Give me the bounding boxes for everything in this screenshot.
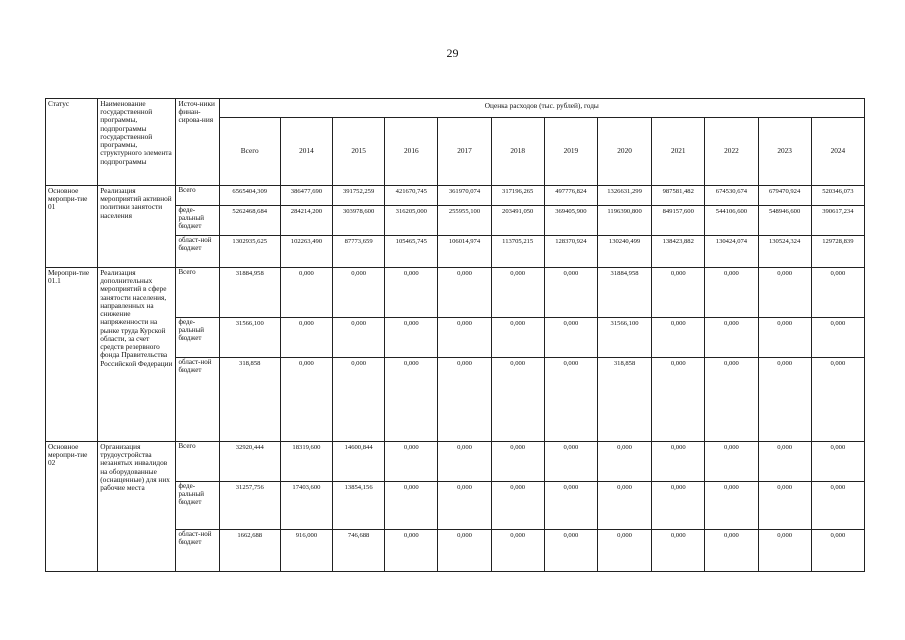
year-value-cell: 849157,600 xyxy=(652,206,705,236)
source-header: Источ-ники финан-сирова-ния xyxy=(176,99,219,186)
year-value-cell: 0,000 xyxy=(705,318,758,358)
year-value-cell: 316205,000 xyxy=(385,206,438,236)
total-value-cell: 31566,100 xyxy=(219,318,280,358)
year-value-cell: 0,000 xyxy=(811,358,864,442)
year-value-cell: 0,000 xyxy=(544,530,597,572)
name-header: Наименование государственной программы, подпрограммы государственной программы, структурного элемента подпрограммы xyxy=(98,99,176,186)
year-value-cell: 0,000 xyxy=(438,268,491,318)
year-value-cell: 255955,100 xyxy=(438,206,491,236)
year-value-cell: 0,000 xyxy=(811,530,864,572)
year-value-cell: 0,000 xyxy=(385,442,438,482)
year-value-cell: 0,000 xyxy=(811,482,864,530)
year-value-cell: 106014,974 xyxy=(438,236,491,268)
status-cell: Основное меропри-тие 01 xyxy=(46,186,98,268)
year-value-cell: 1196390,800 xyxy=(597,206,651,236)
total-header: Всего xyxy=(219,118,280,186)
year-value-cell: 0,000 xyxy=(385,268,438,318)
year-header: 2014 xyxy=(280,118,332,186)
year-value-cell: 0,000 xyxy=(491,358,544,442)
funding-source-cell: феде-ральный бюджет xyxy=(176,318,219,358)
year-value-cell: 0,000 xyxy=(438,530,491,572)
year-value-cell: 0,000 xyxy=(705,482,758,530)
year-value-cell: 0,000 xyxy=(544,318,597,358)
year-value-cell: 0,000 xyxy=(758,358,811,442)
year-header: 2024 xyxy=(811,118,864,186)
year-header: 2018 xyxy=(491,118,544,186)
year-value-cell: 1326631,299 xyxy=(597,186,651,206)
year-value-cell: 0,000 xyxy=(438,442,491,482)
total-value-cell: 32920,444 xyxy=(219,442,280,482)
year-value-cell: 0,000 xyxy=(438,358,491,442)
year-value-cell: 674530,674 xyxy=(705,186,758,206)
program-name-cell: Реализация дополнительных мероприятий в сфере занятости населения, направленных на снижение напряженности на рынке труда Курской области, за счет средств резервного фонда Правительства Российской Федерации xyxy=(98,268,176,442)
year-value-cell: 0,000 xyxy=(811,442,864,482)
year-value-cell: 386477,690 xyxy=(280,186,332,206)
year-value-cell: 31884,958 xyxy=(597,268,651,318)
year-value-cell: 0,000 xyxy=(652,530,705,572)
year-value-cell: 130424,074 xyxy=(705,236,758,268)
year-value-cell: 0,000 xyxy=(491,482,544,530)
year-value-cell: 0,000 xyxy=(333,268,385,318)
year-value-cell: 0,000 xyxy=(491,530,544,572)
year-value-cell: 0,000 xyxy=(385,530,438,572)
table-row xyxy=(46,186,865,206)
year-value-cell: 0,000 xyxy=(811,318,864,358)
year-value-cell: 987581,482 xyxy=(652,186,705,206)
funding-source-cell: Всего xyxy=(176,186,219,206)
year-value-cell: 0,000 xyxy=(438,482,491,530)
year-value-cell: 391752,259 xyxy=(333,186,385,206)
year-value-cell: 0,000 xyxy=(385,318,438,358)
year-header: 2016 xyxy=(385,118,438,186)
year-value-cell: 497776,824 xyxy=(544,186,597,206)
year-value-cell: 0,000 xyxy=(652,268,705,318)
header-row xyxy=(46,99,865,118)
year-value-cell: 303978,600 xyxy=(333,206,385,236)
total-value-cell: 31884,958 xyxy=(219,268,280,318)
year-value-cell: 0,000 xyxy=(280,268,332,318)
total-value-cell: 1302935,625 xyxy=(219,236,280,268)
year-value-cell: 0,000 xyxy=(705,358,758,442)
year-value-cell: 390617,234 xyxy=(811,206,864,236)
status-cell: Меропри-тие 01.1 xyxy=(46,268,98,442)
year-value-cell: 0,000 xyxy=(652,442,705,482)
year-value-cell: 0,000 xyxy=(597,482,651,530)
year-value-cell: 0,000 xyxy=(652,482,705,530)
year-value-cell: 544106,600 xyxy=(705,206,758,236)
year-value-cell: 369405,900 xyxy=(544,206,597,236)
year-value-cell: 105465,745 xyxy=(385,236,438,268)
funding-source-cell: област-ной бюджет xyxy=(176,358,219,442)
page-number: 29 xyxy=(446,46,459,60)
program-name-cell: Организация трудоустройства незанятых инвалидов на оборудованные (оснащенные) для них рабочие места xyxy=(98,442,176,572)
year-value-cell: 0,000 xyxy=(597,530,651,572)
year-value-cell: 0,000 xyxy=(652,358,705,442)
year-value-cell: 14600,844 xyxy=(333,442,385,482)
total-value-cell: 31257,756 xyxy=(219,482,280,530)
year-value-cell: 113705,215 xyxy=(491,236,544,268)
year-value-cell: 0,000 xyxy=(333,358,385,442)
funding-source-cell: феде-ральный бюджет xyxy=(176,206,219,236)
year-value-cell: 18319,600 xyxy=(280,442,332,482)
year-value-cell: 0,000 xyxy=(438,318,491,358)
year-value-cell: 0,000 xyxy=(758,268,811,318)
funding-source-cell: Всего xyxy=(176,268,219,318)
funding-source-cell: Всего xyxy=(176,442,219,482)
year-value-cell: 0,000 xyxy=(491,442,544,482)
year-value-cell: 0,000 xyxy=(811,268,864,318)
year-value-cell: 0,000 xyxy=(385,358,438,442)
year-value-cell: 0,000 xyxy=(705,268,758,318)
year-value-cell: 679470,924 xyxy=(758,186,811,206)
total-value-cell: 318,858 xyxy=(219,358,280,442)
year-value-cell: 284214,200 xyxy=(280,206,332,236)
year-value-cell: 0,000 xyxy=(333,318,385,358)
year-value-cell: 0,000 xyxy=(758,442,811,482)
year-value-cell: 0,000 xyxy=(280,318,332,358)
year-value-cell: 87773,659 xyxy=(333,236,385,268)
year-header: 2021 xyxy=(652,118,705,186)
year-value-cell: 17403,600 xyxy=(280,482,332,530)
year-value-cell: 520346,073 xyxy=(811,186,864,206)
year-value-cell: 0,000 xyxy=(491,268,544,318)
year-value-cell: 13854,156 xyxy=(333,482,385,530)
year-value-cell: 0,000 xyxy=(705,442,758,482)
funding-source-cell: феде-ральный бюджет xyxy=(176,482,219,530)
expense-estimate-table xyxy=(45,98,865,572)
program-name-cell: Реализация мероприятий активной политики занятости населения xyxy=(98,186,176,268)
year-value-cell: 138423,882 xyxy=(652,236,705,268)
estimate-header: Оценка расходов (тыс. рублей), годы xyxy=(219,99,864,118)
funding-source-cell: област-ной бюджет xyxy=(176,530,219,572)
year-value-cell: 0,000 xyxy=(544,268,597,318)
funding-source-cell: област-ной бюджет xyxy=(176,236,219,268)
year-header: 2022 xyxy=(705,118,758,186)
year-value-cell: 318,858 xyxy=(597,358,651,442)
total-value-cell: 1662,688 xyxy=(219,530,280,572)
year-value-cell: 0,000 xyxy=(705,530,758,572)
year-value-cell: 421670,745 xyxy=(385,186,438,206)
year-value-cell: 548946,600 xyxy=(758,206,811,236)
table-body xyxy=(46,99,865,572)
year-value-cell: 129728,839 xyxy=(811,236,864,268)
table-row xyxy=(46,268,865,318)
year-value-cell: 0,000 xyxy=(758,482,811,530)
year-header: 2020 xyxy=(597,118,651,186)
year-value-cell: 0,000 xyxy=(652,318,705,358)
year-value-cell: 0,000 xyxy=(597,442,651,482)
year-value-cell: 361970,074 xyxy=(438,186,491,206)
year-value-cell: 0,000 xyxy=(385,482,438,530)
year-value-cell: 916,000 xyxy=(280,530,332,572)
year-value-cell: 130240,499 xyxy=(597,236,651,268)
year-header: 2017 xyxy=(438,118,491,186)
year-header: 2019 xyxy=(544,118,597,186)
year-value-cell: 746,688 xyxy=(333,530,385,572)
year-value-cell: 0,000 xyxy=(758,318,811,358)
status-cell: Основное меропри-тие 02 xyxy=(46,442,98,572)
year-value-cell: 0,000 xyxy=(544,358,597,442)
total-value-cell: 6565404,309 xyxy=(219,186,280,206)
year-value-cell: 31566,100 xyxy=(597,318,651,358)
year-value-cell: 0,000 xyxy=(491,318,544,358)
year-value-cell: 0,000 xyxy=(758,530,811,572)
year-value-cell: 0,000 xyxy=(280,358,332,442)
total-value-cell: 5262468,684 xyxy=(219,206,280,236)
year-value-cell: 130524,324 xyxy=(758,236,811,268)
year-value-cell: 102263,490 xyxy=(280,236,332,268)
year-value-cell: 128370,924 xyxy=(544,236,597,268)
year-value-cell: 0,000 xyxy=(544,482,597,530)
year-value-cell: 0,000 xyxy=(544,442,597,482)
table-row xyxy=(46,442,865,482)
year-value-cell: 203491,050 xyxy=(491,206,544,236)
year-header: 2023 xyxy=(758,118,811,186)
status-header: Статус xyxy=(46,99,98,186)
year-value-cell: 317196,265 xyxy=(491,186,544,206)
year-header: 2015 xyxy=(333,118,385,186)
